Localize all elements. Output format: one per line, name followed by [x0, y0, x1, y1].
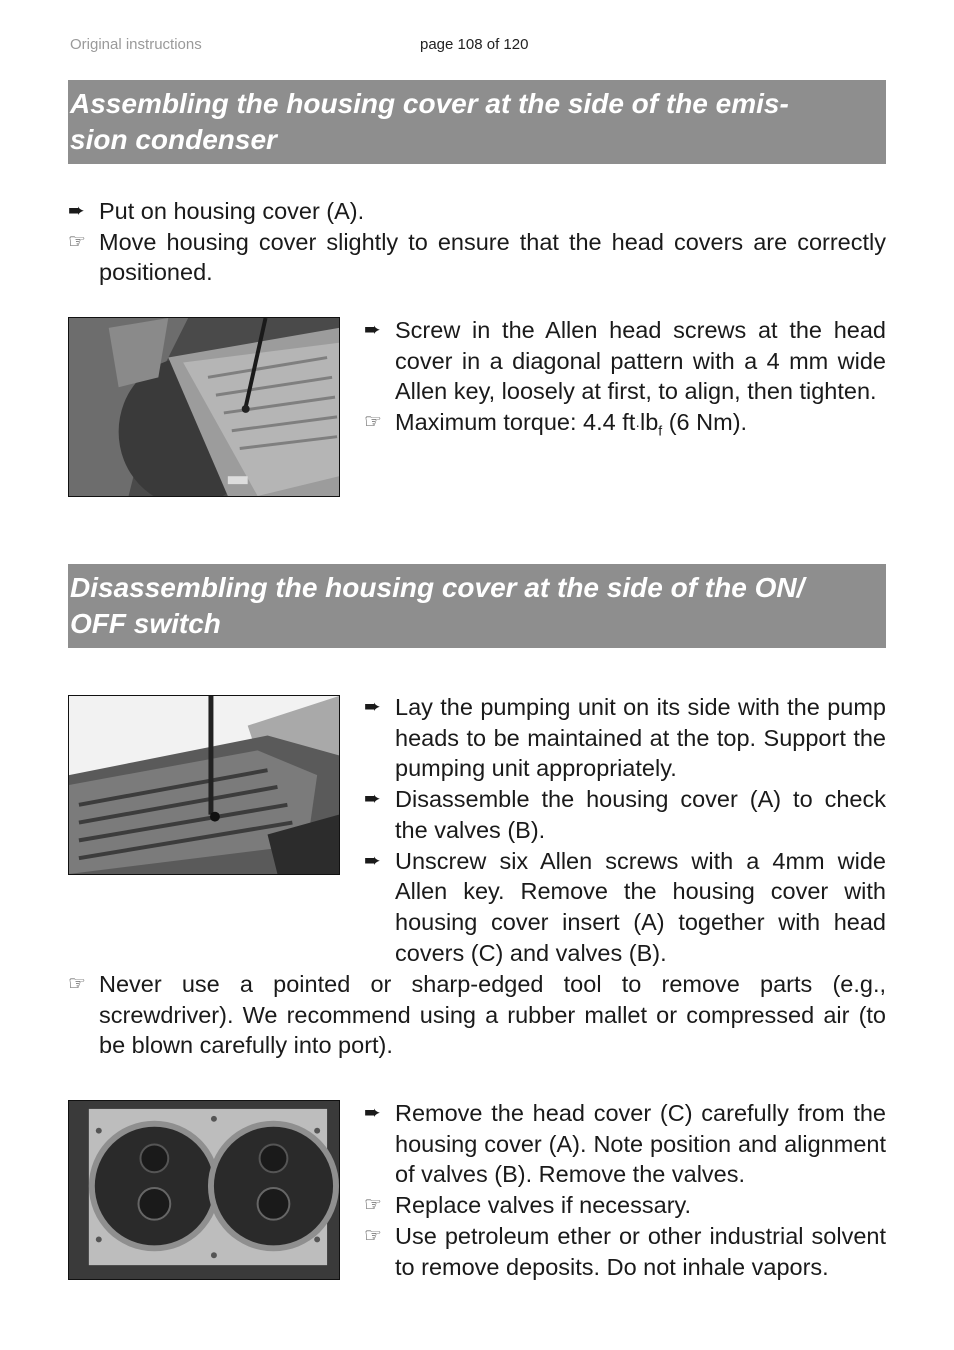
- pointing-hand-icon: ☞: [68, 973, 86, 995]
- section-heading-line-1: Assembling the housing cover at the side of the emis-: [70, 88, 789, 119]
- section-heading-assembling: [68, 80, 886, 164]
- torque-prefix: Maximum torque: 4.4 ft: [395, 409, 636, 436]
- arrow-icon: ➨: [364, 319, 381, 341]
- step-text: Unscrew six Allen screws with a 4mm wide Allen key. Remove the housing cover with housing cover insert (A) together with head covers (C) and valves (B).: [395, 847, 886, 966]
- section-heading-disassembling: [68, 564, 886, 648]
- pointing-hand-icon: ☞: [364, 411, 382, 434]
- pointing-hand-icon: ☞: [364, 1194, 382, 1217]
- photo-pump-unit-allen-key: [68, 695, 340, 875]
- document-origin-label: Original instructions: [70, 36, 202, 53]
- section2-disassembly-steps: [364, 692, 886, 968]
- step-item: [364, 315, 886, 407]
- arrow-icon: ➨: [364, 1102, 381, 1124]
- section2-tool-warning: [68, 969, 886, 1061]
- note-item: [68, 969, 886, 1061]
- step-text: Lay the pumping unit on its side with the pump heads to be maintained at the top. Support the pumping unit appropriately.: [395, 694, 886, 782]
- note-text: Replace valves if necessary.: [395, 1192, 692, 1219]
- photo-housing-cover-screwing: [68, 317, 340, 497]
- arrow-icon: ➨: [364, 788, 381, 811]
- torque-suffix: (6 Nm).: [662, 409, 748, 436]
- note-item: [68, 227, 886, 288]
- torque-note: [395, 409, 748, 439]
- arrow-icon: ➨: [68, 200, 85, 222]
- note-item: [364, 1221, 886, 1282]
- torque-subscript: f: [658, 422, 663, 439]
- pointing-hand-icon: ☞: [68, 230, 86, 253]
- page-number: page 108 of 120: [420, 36, 529, 53]
- note-item: [364, 1190, 886, 1221]
- section-heading-line-1: Disassembling the housing cover at the side of the ON/: [70, 572, 805, 603]
- step-item: [68, 196, 886, 227]
- step-text: Disassemble the housing cover (A) to check the valves (B).: [395, 786, 886, 843]
- section1-intro-steps: [68, 196, 886, 288]
- step-text: Put on housing cover (A).: [99, 198, 365, 224]
- section2-valve-steps: [364, 1098, 886, 1282]
- step-item: [364, 846, 886, 969]
- section-heading-line-2: OFF switch: [70, 608, 221, 639]
- step-text: Remove the head cover (C) carefully from the housing cover (A). Note position and alignment of valves (B). Remove the valves.: [395, 1100, 886, 1188]
- torque-unit: lb: [640, 409, 659, 436]
- note-text: Use petroleum ether or other industrial solvent to remove deposits. Do not inhale vapors.: [395, 1222, 886, 1280]
- step-item: [364, 1098, 886, 1190]
- photo-head-covers-valves: [68, 1100, 340, 1280]
- torque-dot: ·: [635, 417, 640, 434]
- step-item: [364, 692, 886, 784]
- section1-torque-steps: [364, 315, 886, 447]
- section-heading-line-2: sion condenser: [70, 124, 277, 155]
- note-text: Never use a pointed or sharp-edged tool to remove parts (e.g., screwdriver). We recommend using a rubber mallet or compressed air (to be blown carefully into port).: [99, 971, 886, 1059]
- note-text: Move housing cover slightly to ensure that the head covers are correctly positioned.: [99, 228, 886, 286]
- note-item: [364, 407, 886, 446]
- step-text: Screw in the Allen head screws at the head cover in a diagonal pattern with a 4 mm wide Allen key, loosely at first, to align, then tighten.: [395, 317, 886, 405]
- arrow-icon: ➨: [364, 849, 381, 872]
- step-item: [364, 784, 886, 845]
- arrow-icon: ➨: [364, 696, 381, 718]
- pointing-hand-icon: ☞: [364, 1224, 382, 1247]
